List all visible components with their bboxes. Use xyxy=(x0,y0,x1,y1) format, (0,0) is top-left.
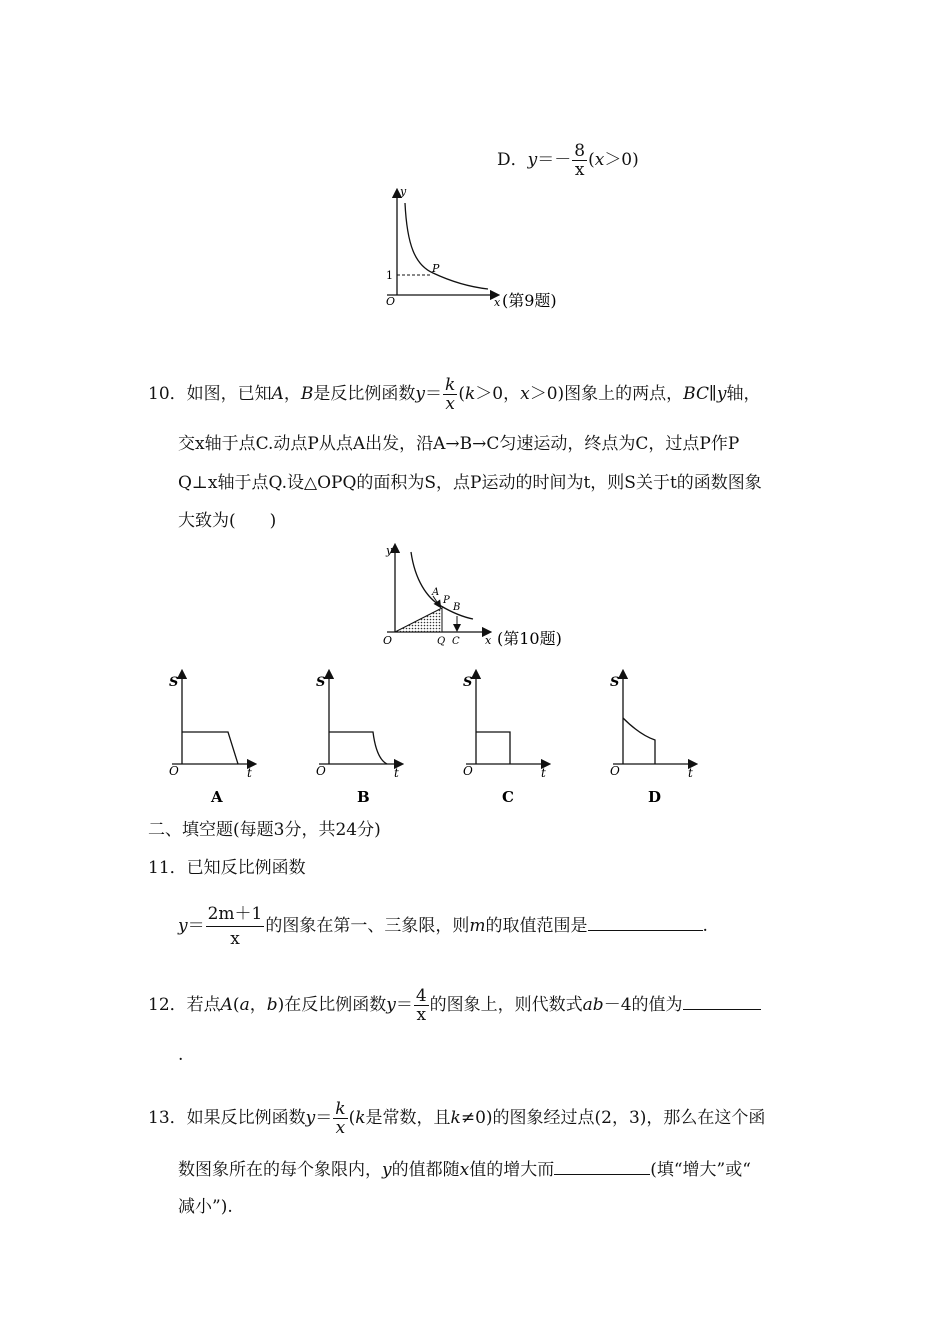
condition: ＞0) xyxy=(604,150,639,170)
s-label: S xyxy=(169,675,179,690)
option-letter: D xyxy=(648,788,662,806)
var-x: x xyxy=(594,150,605,170)
numerator: 2m＋1 xyxy=(206,902,265,927)
paren: ( xyxy=(588,150,595,170)
var-k: k xyxy=(450,1108,461,1128)
text: 的值都随 xyxy=(391,1160,460,1180)
equals: ＝ xyxy=(315,1108,333,1128)
text: 是常数，且 xyxy=(365,1108,451,1128)
paren: ( xyxy=(348,1108,356,1128)
point-a-label: A xyxy=(432,587,440,598)
denominator: x xyxy=(230,929,240,949)
denominator: x xyxy=(416,1005,427,1025)
s-label: S xyxy=(610,675,620,690)
denominator: x xyxy=(574,160,585,180)
graph-line xyxy=(182,732,238,764)
figure-caption: (第9题) xyxy=(502,291,557,310)
equals: ＝ xyxy=(187,916,205,936)
answer-blank[interactable] xyxy=(683,991,761,1010)
text: 是反比例函数 xyxy=(313,384,416,404)
x-label: x xyxy=(485,634,492,647)
point-b-label: B xyxy=(453,602,461,613)
text: ≠0)的图象经过点(2，3)，那么在这个函 xyxy=(460,1108,766,1128)
q10-line4: 大致为( ) xyxy=(178,511,277,531)
point-p-label: P xyxy=(432,262,440,275)
numerator: 8 xyxy=(574,141,586,161)
numerator: 4 xyxy=(415,986,427,1006)
text: 的取值范围是 xyxy=(485,916,588,936)
q11-line1: 11．已知反比例函数 xyxy=(148,858,306,878)
numerator: k xyxy=(445,375,456,395)
q10-figure xyxy=(375,540,585,652)
graph-line xyxy=(329,732,387,764)
var-bc: BC xyxy=(683,384,709,404)
tick-label-one: 1 xyxy=(386,269,393,282)
fraction xyxy=(443,376,457,413)
var-ab: ab xyxy=(582,995,604,1015)
var-y: y xyxy=(382,1160,392,1180)
s-label: S xyxy=(463,675,473,690)
text: 13．如果反比例函数 xyxy=(148,1108,306,1128)
parallel-symbol: ∥ xyxy=(709,384,717,404)
q9-graph xyxy=(375,185,575,315)
answer-blank[interactable] xyxy=(554,1156,650,1175)
text: ， xyxy=(283,384,301,404)
text: 值的增大而 xyxy=(469,1160,555,1180)
var-y: y xyxy=(415,384,426,404)
point-q-label: Q xyxy=(437,636,446,647)
paren: ( xyxy=(458,384,465,404)
origin-label: O xyxy=(169,764,179,778)
point-p-label: P xyxy=(443,595,450,606)
figure-caption: (第10题) xyxy=(497,629,562,648)
text: ＞0， xyxy=(475,384,521,404)
var-m: m xyxy=(469,916,486,936)
t-label: t xyxy=(394,766,399,780)
var-x: x xyxy=(520,384,530,404)
origin-label: O xyxy=(316,764,326,778)
fraction xyxy=(333,1100,347,1137)
text: 12．若点 xyxy=(148,995,221,1015)
q12-period: . xyxy=(178,1045,184,1065)
option-letter: C xyxy=(502,788,514,806)
option-letter: B xyxy=(357,788,370,806)
q9-option-d xyxy=(497,142,639,179)
var-y: y xyxy=(527,150,538,170)
origin-label: O xyxy=(463,764,473,778)
q13-line3: 减小”). xyxy=(178,1197,233,1217)
var-k: k xyxy=(355,1108,366,1128)
var-b-lower: b xyxy=(266,995,278,1015)
point-c-label: C xyxy=(452,636,460,647)
q11-line2 xyxy=(178,902,708,951)
q13-line2 xyxy=(178,1156,751,1182)
text: (填“增大”或“ xyxy=(650,1160,751,1180)
t-label: t xyxy=(541,766,546,780)
period: . xyxy=(702,916,708,936)
var-k: k xyxy=(464,384,476,404)
t-label: t xyxy=(247,766,252,780)
fraction xyxy=(572,142,587,179)
shaded-triangle xyxy=(395,608,442,632)
var-y: y xyxy=(305,1108,316,1128)
var-b: B xyxy=(300,384,314,404)
q10-line3: Q⊥x轴于点Q.设△OPQ的面积为S，点P运动的时间为t，则S关于t的函数图象 xyxy=(178,473,762,493)
graph-line xyxy=(623,718,655,764)
denominator: x xyxy=(445,394,455,414)
hyperbola-curve xyxy=(405,203,488,289)
text: 10．如图，已知 xyxy=(148,384,272,404)
fraction xyxy=(414,987,429,1024)
numerator: k xyxy=(335,1099,346,1119)
y-label: y xyxy=(400,185,407,198)
t-label: t xyxy=(688,766,693,780)
var-y: y xyxy=(716,384,727,404)
x-label: x xyxy=(494,296,501,309)
text: 轴， xyxy=(726,384,761,404)
q10-option-a-graph xyxy=(160,668,260,808)
option-letter: A xyxy=(211,788,223,806)
text: 的图象上，则代数式 xyxy=(429,995,583,1015)
var-x: x xyxy=(459,1160,470,1180)
denominator: x xyxy=(335,1118,346,1138)
origin-label: O xyxy=(610,764,620,778)
var-a: A xyxy=(271,384,284,404)
equals: ＝ xyxy=(395,995,413,1015)
var-y: y xyxy=(178,916,188,936)
text: 的图象在第一、三象限，则 xyxy=(265,916,470,936)
q13-line1 xyxy=(148,1100,765,1137)
q12-line1 xyxy=(148,987,761,1024)
graph-line xyxy=(476,732,510,764)
answer-blank[interactable] xyxy=(588,912,703,931)
q10-line1 xyxy=(148,376,760,413)
y-label: y xyxy=(386,544,393,557)
text: )在反比例函数 xyxy=(277,995,387,1015)
option-letter: D． xyxy=(497,150,528,170)
equals: ＝ xyxy=(425,384,443,404)
var-y: y xyxy=(386,995,396,1015)
paren: ( xyxy=(232,995,240,1015)
q10-option-c-graph xyxy=(454,668,554,808)
origin-label: O xyxy=(383,634,393,647)
var-a: A xyxy=(220,995,233,1015)
text: －4的值为 xyxy=(603,995,683,1015)
equals-minus: ＝－ xyxy=(537,150,572,170)
var-a-lower: a xyxy=(239,995,250,1015)
comma: ， xyxy=(249,995,267,1015)
section-title: 二、填空题(每题3分，共24分) xyxy=(148,820,381,840)
q10-option-b-graph xyxy=(307,668,407,808)
origin-label: O xyxy=(386,295,396,308)
q10-option-d-graph xyxy=(601,668,701,808)
fraction xyxy=(206,902,265,951)
s-label: S xyxy=(316,675,326,690)
q10-line2: 交x轴于点C.动点P从点A出发，沿A→B→C匀速运动，终点为C，过点P作P xyxy=(178,434,740,454)
text: ＞0)图象上的两点， xyxy=(529,384,684,404)
text: 数图象所在的每个象限内， xyxy=(178,1160,382,1180)
